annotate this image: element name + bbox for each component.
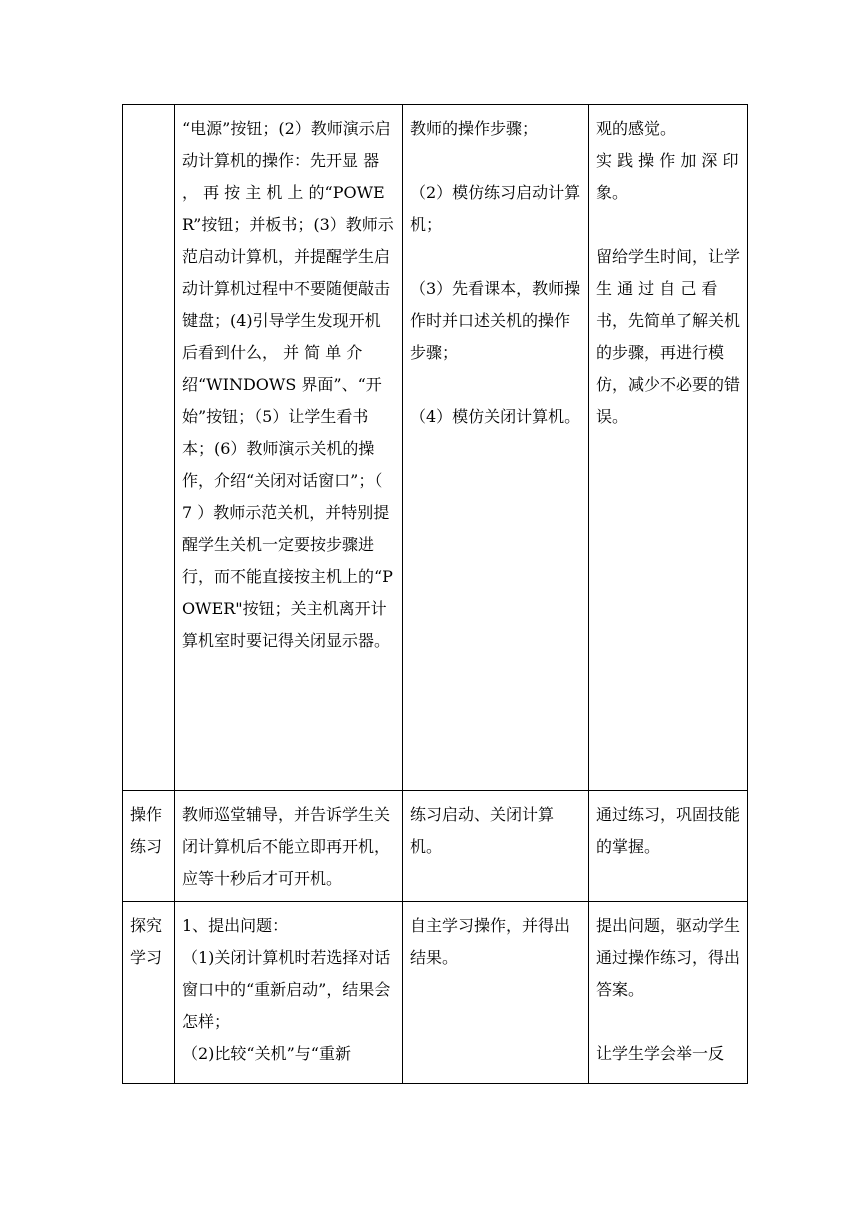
stage-cell: 操作练习 xyxy=(123,791,175,902)
student-paragraph: 教师的操作步骤； xyxy=(410,119,539,138)
design-intent-cell xyxy=(589,902,748,1084)
design-intent-cell xyxy=(589,105,748,791)
design-intent-cell xyxy=(589,791,748,902)
student-paragraph: （3）先看课本，教师操作时并口述关机的操作步骤； xyxy=(410,279,581,362)
student-paragraph: （4）模仿关闭计算机。 xyxy=(410,407,581,426)
teacher-paragraph: “电源”按钮；(2）教师演示启动计算机的操作：先开显 器 ， 再 按 主 机 上 的“POWER”按钮；并板书；(3）教师示范启动计算机，并提醒学生启动计算机过程中不要随便敲击键盘；(4)引导学生发现开机后看到什么， 并 简 单 介 绍“WINDOWS 界面”、“开始”按钮；（5）让学生看书本；(6）教师演示关机的操作，介绍“关闭对话窗口”；（ 7 ）教师示范关机，并特别提醒学生关机一定要按步骤进行，而不能直接按主机上的“POWER"按钮；关主机离开计算机室时要记得关闭显示器。 xyxy=(182,119,394,650)
blank-line xyxy=(596,1006,740,1038)
table-row xyxy=(123,791,748,902)
stage-cell xyxy=(123,105,175,791)
blank-line xyxy=(596,209,740,241)
student-paragraph: （2）模仿练习启动计算机； xyxy=(410,183,581,234)
blank-line xyxy=(410,369,581,401)
intent-paragraph: 提出问题，驱动学生通过操作练习，得出答案。 xyxy=(596,916,741,999)
intent-paragraph: 观的感觉。 xyxy=(596,119,677,138)
student-paragraph: 自主学习操作，并得出结果。 xyxy=(410,916,571,967)
student-paragraph: 练习启动、关闭计算机。 xyxy=(410,805,555,856)
intent-paragraph: 让学生学会举一反 xyxy=(596,1044,725,1063)
blank-line xyxy=(410,145,581,177)
blank-line xyxy=(410,241,581,273)
intent-paragraph: 留给学生时间，让学 生 通 过 自 己 看书，先简单了解关机的步骤，再进行模仿，减少不必要的错误。 xyxy=(596,247,741,426)
student-activity-cell xyxy=(403,105,589,791)
teacher-paragraph: （2)比较“关机”与“重新 xyxy=(182,1044,351,1063)
lesson-plan-table xyxy=(122,104,748,1084)
intent-paragraph: 实 践 操 作 加 深 印象。 xyxy=(596,151,739,202)
intent-paragraph: 通过练习，巩固技能的掌握。 xyxy=(596,805,741,856)
teacher-activity-cell xyxy=(175,902,403,1084)
student-activity-cell xyxy=(403,902,589,1084)
table-row xyxy=(123,902,748,1084)
stage-cell: 探究学习 xyxy=(123,902,175,1084)
teacher-activity-cell xyxy=(175,105,403,791)
teacher-paragraph: 教师巡堂辅导，并告诉学生关闭计算机后不能立即再开机，应等十秒后才可开机。 xyxy=(182,805,391,888)
teacher-paragraph: （1)关闭计算机时若选择对话窗口中的“重新启动”，结果会怎样； xyxy=(182,948,391,1031)
student-activity-cell xyxy=(403,791,589,902)
table-row xyxy=(123,105,748,791)
teacher-activity-cell xyxy=(175,791,403,902)
teacher-paragraph: 1、提出问题： xyxy=(182,916,289,935)
